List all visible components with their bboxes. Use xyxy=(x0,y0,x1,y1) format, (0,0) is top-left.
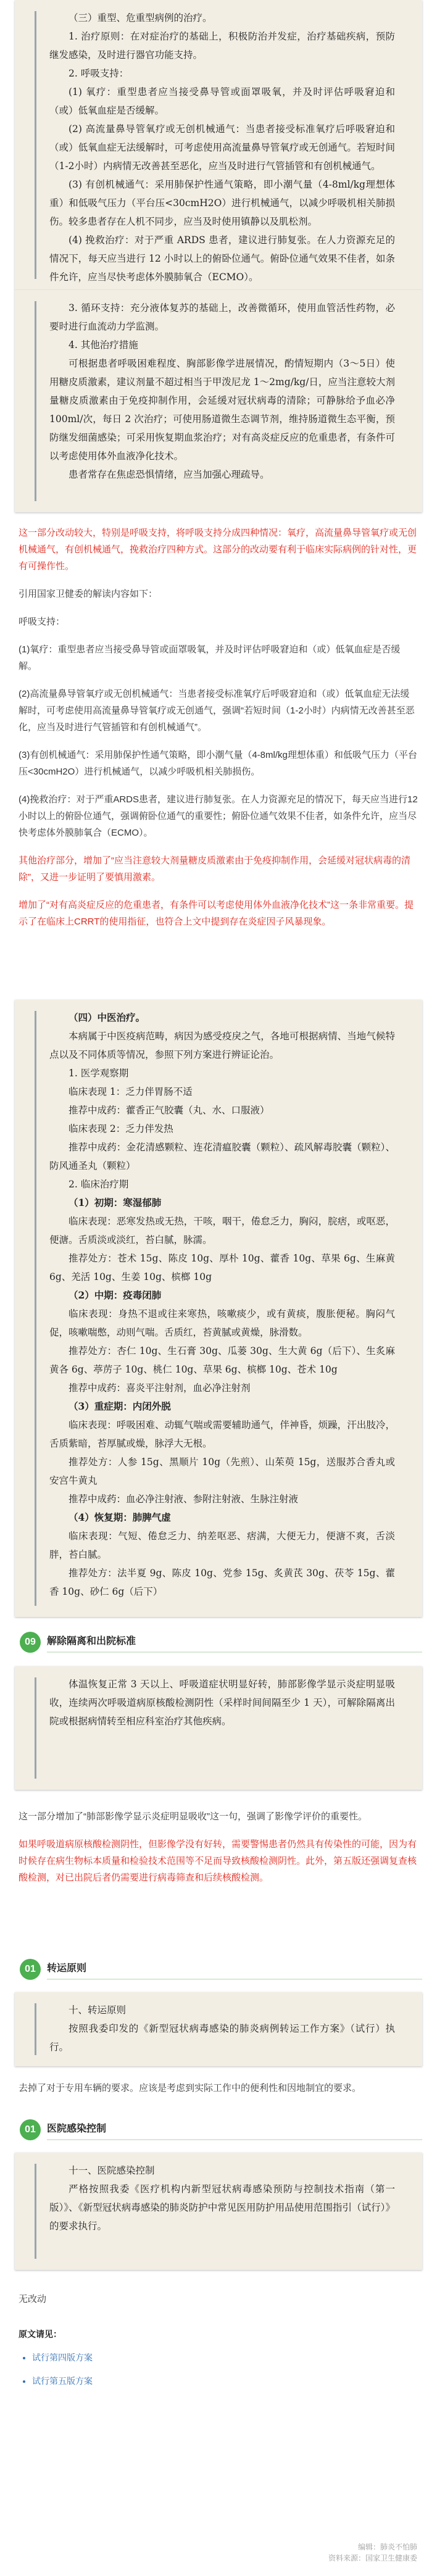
scan-line: 2. 临床治疗期 xyxy=(69,1179,129,1190)
scan-line: 4. 其他治疗措施 xyxy=(69,339,138,351)
section-title: 医院感染控制 xyxy=(47,2124,107,2134)
scan-line: （2）中期：疫毒闭肺 xyxy=(69,1289,162,1301)
scan-line: 临床表现：气短、倦怠乏力、纳差呕恶、痞满，大便无力，便溏不爽，舌淡胖，苔白腻。 xyxy=(49,1531,395,1560)
commentary-text: 去掉了对于专用车辆的要求。应该是考虑到实际工作中的便利性和因地制宜的要求。 xyxy=(19,2083,362,2093)
document-scan-discharge xyxy=(15,1666,422,1790)
scan-line: （3）重症期：内闭外脱 xyxy=(69,1400,171,1412)
scan-line: 按照我委印发的《新型冠状病毒感染的肺炎病例转运工作方案》（试行）执行。 xyxy=(49,2023,395,2053)
scan-line: 推荐中成药：藿香正气胶囊（丸、水、口服液） xyxy=(69,1105,270,1116)
scan-line: 临床表现：身热不退或往来寒热，咳嗽痰少，或有黄痰，腹胀便秘。胸闷气促，咳嗽喘憋，动则气喘。舌质红，苔黄腻或黄燥，脉滑数。 xyxy=(49,1308,395,1338)
commentary-text: 这一部分增加了“肺部影像学显示炎症明显吸收”这一句，强调了影像学评价的重要性。 xyxy=(19,1811,367,1822)
scan-line: 推荐处方：人参 15g、黑顺片 10g（先煎）、山茱萸 15g，送服苏合香丸或安宫牛黄丸 xyxy=(49,1456,395,1486)
commentary-text: 如果呼吸道病原核酸检测阴性，但影像学没有好转，需要警惕患者仍然具有传染性的可能，因为有时候存在病生物标本质量和检验技术范围等不足而导致核酸检测阴性。此外，第五版还强调复查核酸检测，对已出院后者仍需要进行病毒筛查和后续核酸检测。 xyxy=(19,1839,417,1883)
commentary-text: (4)挽救治疗：对于严重ARDS患者，建议进行肺复张。在人力资源充足的情况下，每天应当进行12小时以上的俯卧位通气，强调俯卧位通气的重要性；俯卧位通气效果不佳者，如条件允许，应当尽快考虑体外膜肺氧合（ECMO）。 xyxy=(19,794,418,838)
commentary-text: 这一部分改动较大，特别是呼吸支持，将呼吸支持分成四种情况：氧疗，高流量鼻导管氧疗或无创机械通气，有创机械通气，挽救治疗四种方式。这部分的改动要有利于临床实际病例的针对性，更有可操作性。 xyxy=(19,528,417,571)
scan-line: 临床表现 1：乏力伴胃肠不适 xyxy=(69,1086,193,1097)
references xyxy=(19,2327,418,2388)
commentary-text: 增加了“对有高炎症反应的危重患者，有条件可以考虑使用体外血液净化技术”这一条非常重要。提示了在临床上CRRT的使用指征，也符合上文中提到存在炎症因子风暴现象。 xyxy=(19,900,414,927)
scan-left-rule xyxy=(35,301,36,501)
scan-line: (3) 有创机械通气：采用肺保护性通气策略，即小潮气量（4-8ml/kg理想体重）和低吸气压力（平台压<30cmH2O）进行机械通气，以减少呼吸机相关肺损伤。较多患者存在人机不同步，应当及时使用镇静以及肌松剂。 xyxy=(49,179,395,227)
section-number-badge: 01 xyxy=(20,2119,41,2140)
commentary-text: 其他治疗部分，增加了“应当注意较大剂量糖皮质激素由于免疫抑制作用，会延缓对冠状病毒的清除”，又进一步证明了要慎用激素。 xyxy=(19,855,410,883)
commentary-text: (3)有创机械通气：采用肺保护性通气策略，即小潮气量（4-8ml/kg理想体重）和低吸气压力（平台压<30cmH2O）进行机械通气，以减少呼吸机相关肺损伤。 xyxy=(19,750,417,777)
scan-line: 十、转运原则 xyxy=(69,2005,127,2016)
scan-line: 十一、医院感染控制 xyxy=(69,2165,155,2176)
scan-line: （四）中医治疗。 xyxy=(69,1012,146,1023)
scan-line: (2) 高流量鼻导管氧疗或无创机械通气：当患者接受标准氧疗后呼吸窘迫和（或）低氧血症无法缓解时，可考虑使用高流量鼻导管氧疗或无创通气。若短时间（1-2小时）内病情无改善甚至恶化，应当及时进行气管插管和有创机械通气。 xyxy=(49,123,395,172)
editor-credit: 编辑：肺炎不怕肺 xyxy=(357,2543,417,2551)
commentary-text: 引用国家卫健委的解读内容如下： xyxy=(19,589,158,599)
scan-line: (1) 氧疗：重型患者应当接受鼻导管或面罩吸氧，并及时评估呼吸窘迫和（或）低氧血症是否缓解。 xyxy=(49,86,395,116)
section-number-badge: 01 xyxy=(20,1959,41,1980)
scan-line: 推荐处方：法半夏 9g、陈皮 10g、党参 15g、炙黄芪 30g、茯苓 15g、藿香 10g、砂仁 6g（后下） xyxy=(49,1568,395,1597)
scan-line: 推荐中成药：喜炎平注射剂，血必净注射剂 xyxy=(69,1382,251,1394)
document-scan-infection-control xyxy=(15,2153,422,2270)
scan-line: 1. 治疗原则：在对症治疗的基础上，积极防治并发症，治疗基础疾病，预防继发感染，及时进行器官功能支持。 xyxy=(49,31,395,60)
scan-line: 推荐中成药：金花清感颗粒、连花清瘟胶囊（颗粒）、疏风解毒胶囊（颗粒）、防风通圣丸（颗粒） xyxy=(49,1142,395,1171)
section-number-badge: 09 xyxy=(20,1632,41,1653)
scan-left-rule xyxy=(35,1677,36,1779)
scan-left-rule xyxy=(35,11,36,279)
section-underline xyxy=(47,1979,422,1980)
scan-line: 严格按照我委《医疗机构内新型冠状病毒感染预防与控制技术指南（第一版）》、《新型冠状病毒感染的肺炎防护中常见医用防护用品使用范围指引（试行）》的要求执行。 xyxy=(49,2183,395,2232)
scan-line: 患者常存在焦虑恐惧情绪，应当加强心理疏导。 xyxy=(69,469,270,480)
document-scan-treatment xyxy=(15,0,422,290)
scan-line: 推荐处方：苍术 15g、陈皮 10g、厚朴 10g、藿香 10g、草果 6g、生麻黄 6g、羌活 10g、生姜 10g、槟榔 10g xyxy=(49,1253,395,1282)
scan-line: 体温恢复正常 3 天以上、呼吸道症状明显好转，肺部影像学显示炎症明显吸收，连续两次呼吸道病原核酸检测阴性（采样时间间隔至少 1 天），可解除隔离出院或根据病情转至相应科室治疗其他疾病。 xyxy=(49,1679,395,1727)
scan-line: 1. 医学观察期 xyxy=(69,1068,129,1079)
commentary-text: 无改动 xyxy=(19,2294,47,2304)
scan-line: 本病属于中医疫病范畴，病因为感受疫戾之气，各地可根据病情、当地气候特点以及不同体质等情况，参照下列方案进行辨证论治。 xyxy=(49,1031,395,1060)
section-underline xyxy=(47,2139,422,2140)
section-header-infection-control xyxy=(15,2117,422,2142)
scan-line: 推荐处方：杏仁 10g、生石膏 30g、瓜蒌 30g、生大黄 6g（后下）、生炙麻黄各 6g、葶苈子 10g、桃仁 10g、草果 6g、槟榔 10g、苍术 10g xyxy=(49,1345,395,1375)
source-credit: 资料来源：国家卫生健康委 xyxy=(328,2554,417,2562)
scan-line: 3. 循环支持：充分液体复苏的基础上，改善微循环，使用血管活性药物，必要时进行血流动力学监测。 xyxy=(49,302,395,332)
commentary-text: (1)氧疗：重型患者应当接受鼻导管或面罩吸氧，并及时评估呼吸窘迫和（或）低氧血症是否缓解。 xyxy=(19,644,401,671)
scan-line: 临床表现：恶寒发热或无热，干咳，咽干，倦怠乏力，胸闷，脘痞，或呕恶，便溏。舌质淡或淡红，苔白腻，脉濡。 xyxy=(49,1216,395,1245)
scan-line: （4）恢复期：肺脾气虚 xyxy=(69,1511,171,1523)
document-scan-other-treatment xyxy=(15,290,422,512)
reference-link[interactable]: • 试行第五版方案 xyxy=(32,2374,418,2388)
section-header-discharge xyxy=(15,1629,422,1654)
section-title: 转运原则 xyxy=(47,1963,87,1974)
scan-line: （1）初期：寒湿郁肺 xyxy=(69,1197,162,1208)
scan-line: 推荐中成药：血必净注射液、参附注射液、生脉注射液 xyxy=(69,1494,299,1505)
scan-line: 临床表现 2：乏力伴发热 xyxy=(69,1123,173,1134)
document-scan-tcm xyxy=(15,1000,422,1617)
scan-line: 可根据患者呼吸困难程度、胸部影像学进展情况，酌情短期内（3～5日）使用糖皮质激素，建议剂量不超过相当于甲泼尼龙 1～2mg/kg/日，应当注意较大剂量糖皮质激素由于免疫抑制作用，会延缓对冠状病毒的清除；可静脉给予血必净 100ml/次，每日 2 次治疗；可使用肠道微生态调节剂，维持肠道微生态平衡，预防继发细菌感染；可采用恢复期血浆治疗；对有高炎症反应的危重患者，有条件可以考虑使用体外血液净化技术。 xyxy=(49,358,395,462)
references-title: 原文请见： xyxy=(19,2329,62,2339)
document-scan-transfer xyxy=(15,1992,422,2066)
reference-link[interactable]: • 试行第四版方案 xyxy=(32,2350,418,2365)
commentary-text: (2)高流量鼻导管氧疗或无创机械通气：当患者接受标准氧疗后呼吸窘迫和（或）低氧血症无法缓解时，可考虑使用高流量鼻导管氧疗或无创通气，强调“若短时间（1-2小时）内病情无改善甚至恶化，应当及时进行气管插管和有创机械通气”。 xyxy=(19,689,415,733)
section-underline xyxy=(47,1652,422,1653)
scan-left-rule xyxy=(35,2003,36,2055)
section-header-transfer xyxy=(15,1956,422,1981)
scan-line: (4) 挽救治疗：对于严重 ARDS 患者，建议进行肺复张。在人力资源充足的情况下，每天应当进行 12 小时以上的俯卧位通气。俯卧位通气效果不佳者，如条件允许，应当尽快考虑体外膜肺氧合（ECMO）。 xyxy=(49,235,395,283)
credit xyxy=(328,2541,417,2564)
scan-line: 2. 呼吸支持： xyxy=(69,68,129,79)
commentary-text: 呼吸支持： xyxy=(19,617,65,627)
scan-left-rule xyxy=(35,1011,36,1606)
scan-line: 临床表现：呼吸困难、动辄气喘或需要辅助通气，伴神昏，烦躁，汗出肢冷，舌质紫暗，苔厚腻或燥，脉浮大无根。 xyxy=(49,1419,395,1449)
scan-line: （三）重型、危重型病例的治疗。 xyxy=(69,12,212,23)
scan-left-rule xyxy=(35,2164,36,2259)
section-title: 解除隔离和出院标准 xyxy=(47,1636,136,1647)
